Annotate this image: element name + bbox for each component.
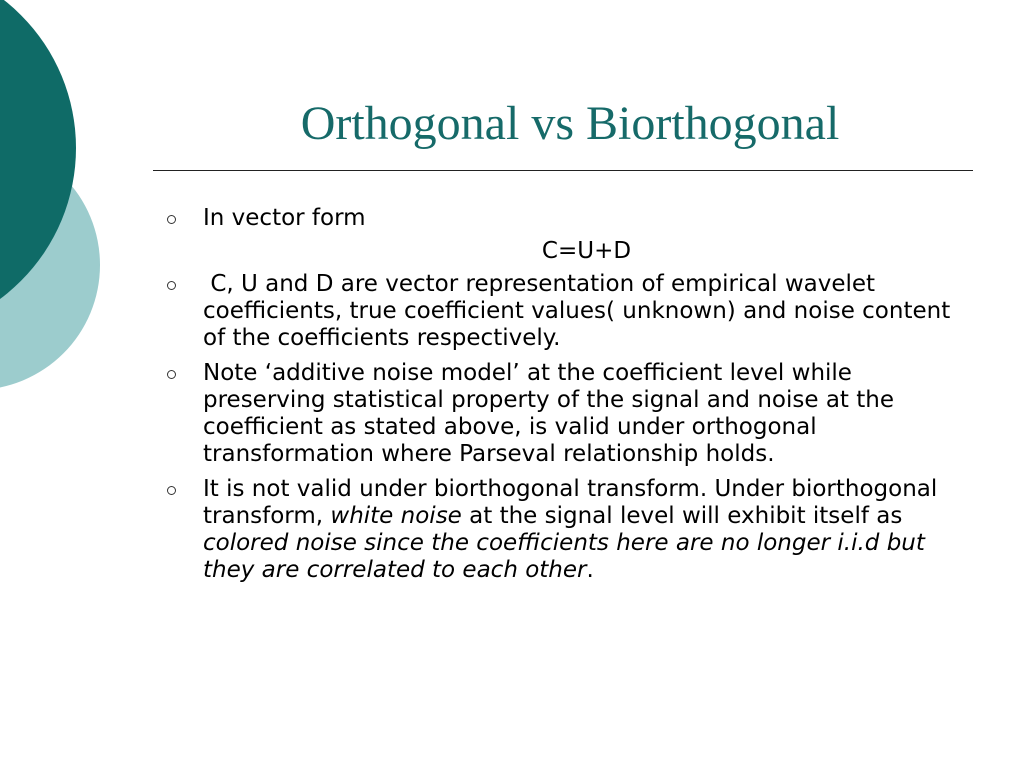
bullet-text-part: .	[586, 557, 594, 583]
bullet-item-3	[160, 360, 970, 468]
hollow-circle-bullet-icon	[167, 215, 176, 224]
bullet-text: Note ‘additive noise model’ at the coefficient level while preserving statistical property of the signal and noise at the coefficient as stated above, is valid under orthogonal transformation where Parseval relationship holds.	[203, 360, 894, 467]
bullet-text: In vector form	[203, 205, 366, 231]
bullet-item-2	[160, 271, 970, 352]
bullet-text-part: It is not valid under biorthogonal transform. Under biorthogonal transform,	[203, 476, 938, 529]
bullet-text-part: at the signal level will exhibit itself as	[461, 503, 903, 529]
bullet-item-4	[160, 476, 970, 584]
bullet-text: C, U and D are vector representation of empirical wavelet coefficients, true coefficient values( unknown) and noise content of the coefficients respectively.	[203, 271, 958, 351]
formula: C=U+D	[541, 238, 632, 264]
slide-body	[160, 205, 970, 584]
hollow-circle-bullet-icon	[167, 281, 176, 290]
bullet-text-italic: white noise	[330, 503, 462, 529]
hollow-circle-bullet-icon	[167, 486, 176, 495]
hollow-circle-bullet-icon	[167, 370, 176, 379]
bullet-text-italic: colored noise since the coefficients here are no longer i.i.d but they are correlated to each other	[203, 530, 925, 583]
title-divider	[153, 170, 973, 171]
bullet-item-1	[160, 205, 970, 232]
slide-title: Orthogonal vs Biorthogonal	[300, 97, 840, 150]
